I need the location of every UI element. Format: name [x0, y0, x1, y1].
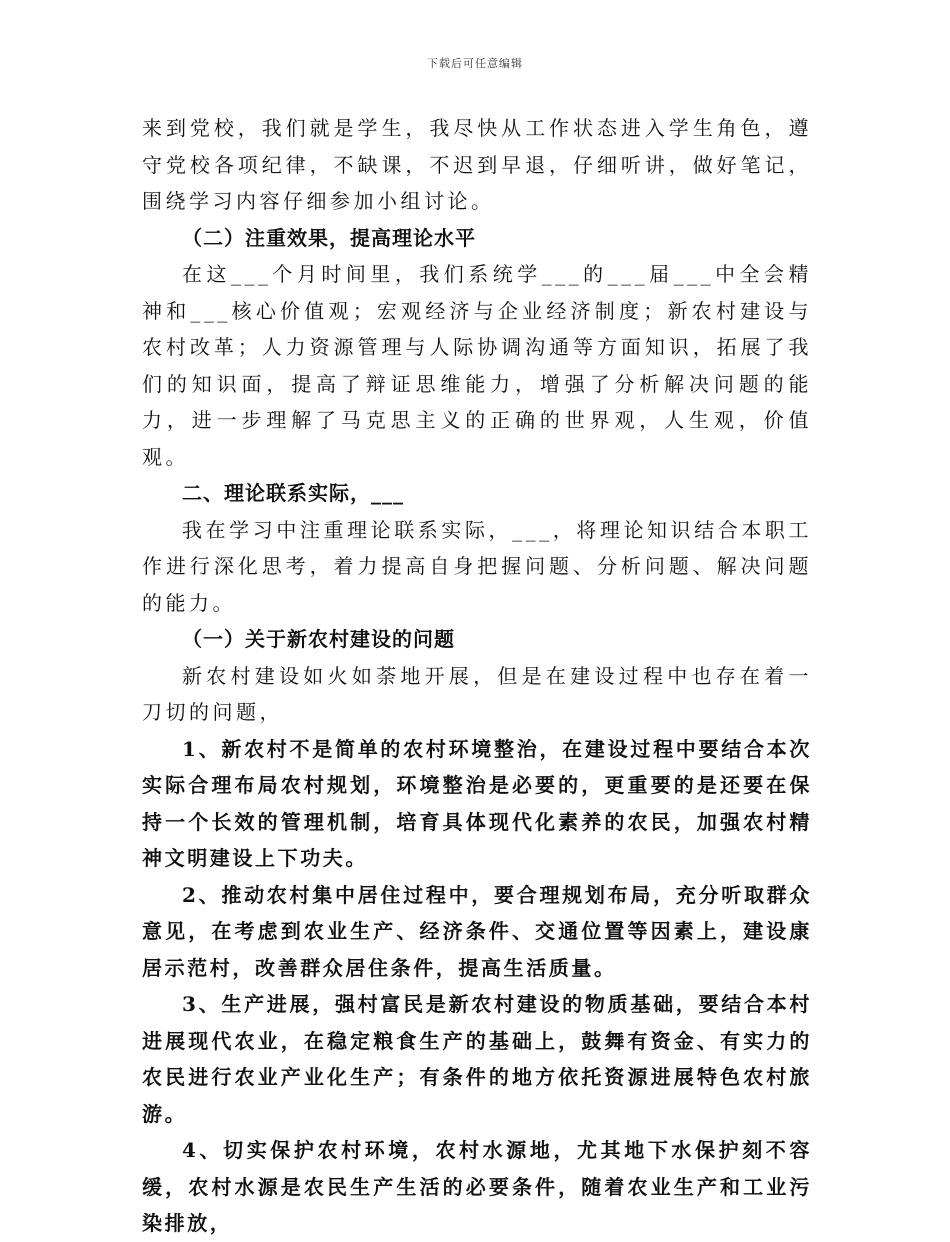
paragraph-1: 来到党校，我们就是学生，我尽快从工作状态进入学生角色，遵守党校各项纪律，不缺课，不迟到早退，仔细听讲，做好笔记，围绕学习内容仔细参加小组讨论。 [142, 116, 812, 213]
list-item-4: 4、切实保护农村环境，农村水源地，尤其地下水保护刻不容缓，农村水源是农民生产生活的必要条件，随着农业生产和工业污染排放， [142, 1138, 812, 1235]
paragraph-3: 我在学习中注重理论联系实际，___，将理论知识结合本职工作进行深化思考，着力提高自身把握问题、分析问题、解决问题的能力。 [142, 517, 812, 615]
list-item-3: 3、生产进展，强村富民是新农村建设的物质基础，要结合本村进展现代农业，在稳定粮食生产的基础上，鼓舞有资金、有实力的农民进行农业产业化生产；有条件的地方依托资源进展特色农村旅游。 [142, 992, 812, 1126]
paragraph-2: 在这___个月时间里，我们系统学___的___届___中全会精神和___核心价值观；宏观经济与企业经济制度；新农村建设与农村改革；人力资源管理与人际协调沟通等方面知识，拓展了我们的知识面，提高了辩证思维能力，增强了分析解决问题的能力，进一步理解了马克思主义的正确的世界观，人生观，价值观。 [142, 262, 812, 469]
section-heading-new-countryside: （一）关于新农村建设的问题 [182, 627, 455, 651]
section-heading-2-2: （二）注重效果，提高理论水平 [182, 225, 476, 250]
page-header: 下载后可任意编辑 [427, 57, 523, 70]
paragraph-4: 新农村建设如火如荼地开展，但是在建设过程中也存在着一刀切的问题， [142, 663, 812, 724]
list-item-2: 2、推动农村集中居住过程中，要合理规划布局，充分听取群众意见，在考虑到农业生产、经济条件、交通位置等因素上，建设康居示范村，改善群众居住条件，提高生活质量。 [142, 882, 812, 980]
document-body [142, 110, 812, 1242]
list-item-1: 1、新农村不是简单的农村环境整治，在建设过程中要结合本次实际合理布局农村规划，环境整治是必要的，更重要的是还要在保持一个长效的管理机制，培育具体现代化素养的农民，加强农村精神文明建设上下功夫。 [142, 736, 812, 870]
section-heading-two: 二、理论联系实际，___ [182, 481, 404, 505]
